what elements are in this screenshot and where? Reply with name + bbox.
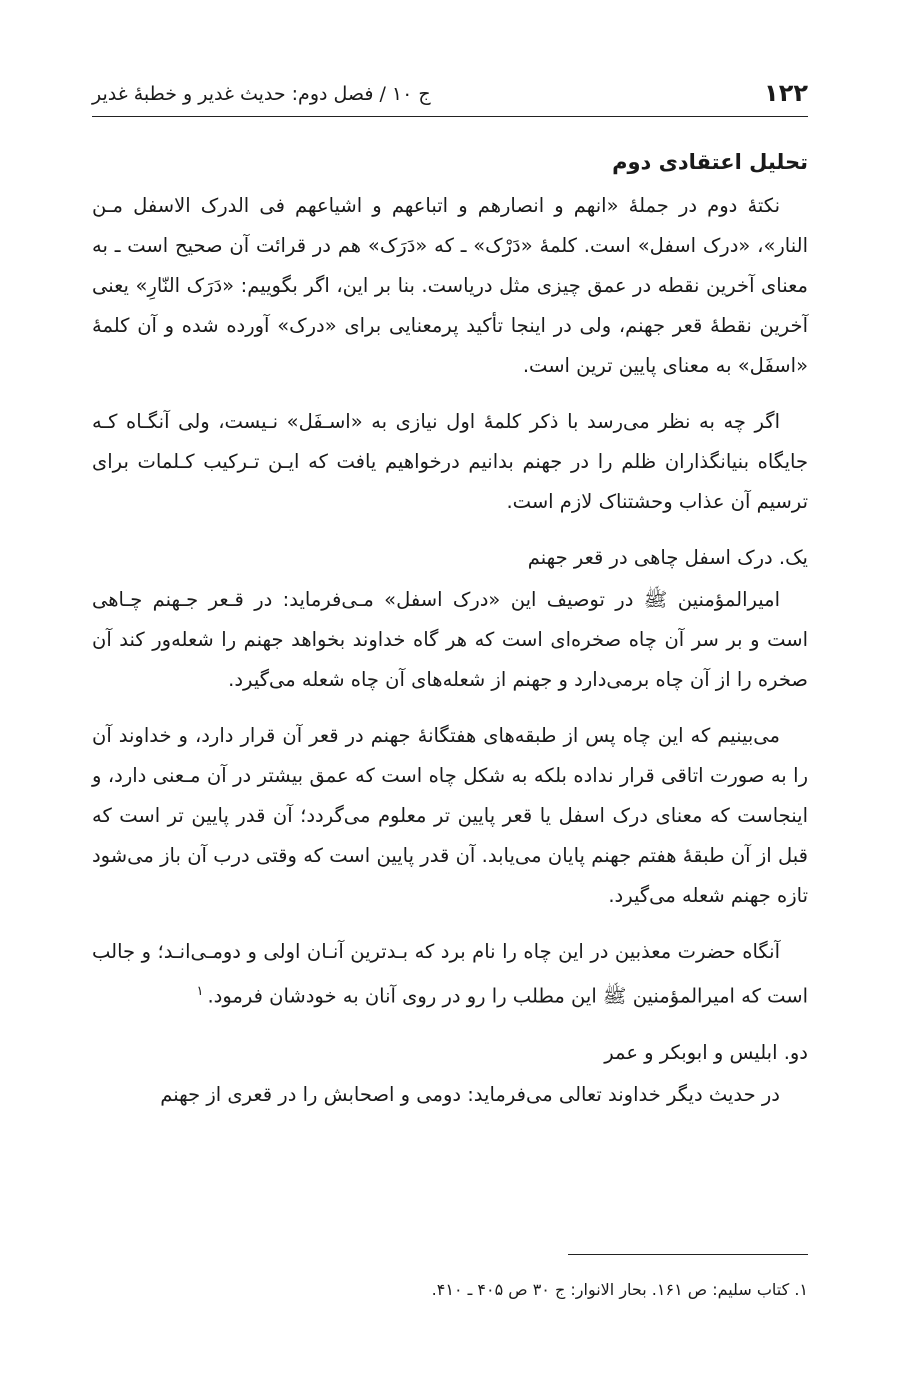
- paragraph-3: امیرالمؤمنین ﷺ در توصیف این «درک اسفل» مـی‌فرماید: در قـعر جـهنم چـاهی است و بر سر آن چاه صخره‌ای است که هر گاه خداوند بخواهد جهنم را شعله‌ور کند آن صخره را از آن چاه برمی‌دارد و جهنم از شعله‌های آن چاه شعله می‌گیرد.: [92, 588, 808, 691]
- paragraph-2: اگر چه به نظر می‌رسد با ذکر کلمهٔ اول نیازی به «اسـفَل» نـیست، ولی آنگـاه کـه جایگاه بنیانگذاران ظلم را در جهنم بدانیم درخواهیم یافت که ایـن تـرکیب کـلمات برای ترسیم آن عذاب وحشتناک لازم است.: [92, 410, 808, 513]
- footnote: ۱. کتاب سلیم: ص ۱۶۱. بحار الانوار: ج ۳۰ ص ۴۰۵ ـ ۴۱۰.: [431, 1280, 808, 1299]
- footnote-marker[interactable]: ۱: [196, 984, 204, 999]
- header-divider: [92, 116, 808, 117]
- page-number: ۱۲۲: [764, 79, 808, 107]
- book-page: [92, 0, 808, 1390]
- paragraph-6: در حدیث دیگر خداوند تعالی می‌فرماید: دومی و اصحابش را در قعری از جهنم: [160, 1082, 780, 1106]
- paragraph-5-text: آنگاه حضرت معذبین در این چاه را نام برد که بـدترین آنـان اولی و دومـی‌انـد؛ و جالب است که امیرالمؤمنین ﷺ این مطلب را رو در روی آنان به خودشان فرمود.: [92, 940, 808, 1008]
- paragraph-5: [92, 932, 808, 1017]
- section-title: تحلیل اعتقادی دوم: [612, 150, 808, 174]
- paragraph-4: می‌بینیم که این چاه پس از طبقه‌های هفتگانهٔ جهنم در قعر آن قرار دارد، و خداوند آن را به صورت اتاقی قرار نداده بلکه به شکل چاه است که عمق بیشتر در آن مـعنی دارد، و اینجاست که معنای درک اسفل یا قعر پایین تر معلوم می‌گردد؛ آن قدر پایین تر است که قبل از آن طبقهٔ هفتم جهنم پایان می‌یابد. آن قدر پایین است که وقتی درب آن باز می‌شود تازه جهنم شعله می‌گیرد.: [92, 724, 808, 907]
- subheading-1: یک. درک اسفل چاهی در قعر جهنم: [527, 546, 808, 569]
- running-header-title: ج ۱۰ / فصل دوم: حدیث غدیر و خطبهٔ غدیر: [92, 83, 431, 105]
- paragraph-1: نکتهٔ دوم در جملهٔ «انهم و انصارهم و اتباعهم و اشیاعهم فی الدرک الاسفل مـن النار»، «درک اسفل» است. کلمهٔ «دَرْک» ـ که «دَرَک» هم در قرائت آن صحیح است ـ به معنای آخرین نقطه در عمق چیزی مثل دریاست. بنا بر این، اگر بگوییم: «دَرَک النّارِ» یعنی آخرین نقطهٔ قعر جهنم، ولی در اینجا تأکید پرمعنایی برای «درک» آورده شده و آن کلمهٔ «اسفَل» به معنای پایین ترین است.: [92, 194, 808, 377]
- subheading-2: دو. ابلیس و ابوبکر و عمر: [604, 1040, 808, 1064]
- page-body: [92, 142, 808, 1115]
- footnote-divider: [568, 1254, 808, 1255]
- running-header: [92, 78, 808, 108]
